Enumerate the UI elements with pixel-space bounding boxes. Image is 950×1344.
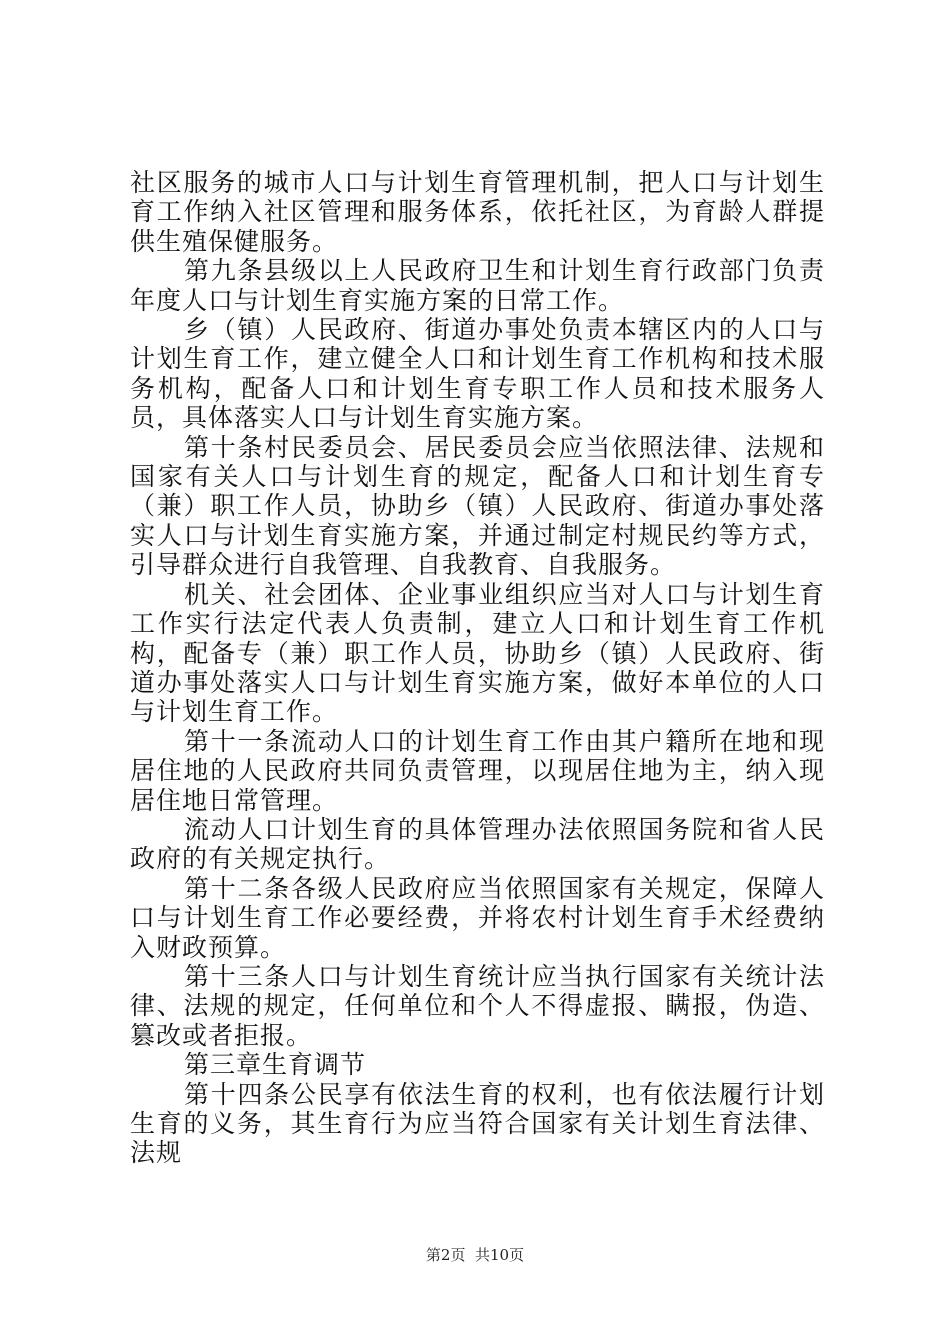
paragraph-article-11: 第十一条流动人口的计划生育工作由其户籍所在地和现居住地的人民政府共同负责管理，以现居住地为主，纳入现居住地日常管理。	[130, 726, 825, 815]
paragraph-article-12: 第十二条各级人民政府应当依照国家有关规定，保障人口与计划生育工作必要经费，并将农村计划生育手术经费纳入财政预算。	[130, 873, 825, 962]
page-footer	[0, 1244, 950, 1265]
document-body	[130, 168, 825, 1168]
paragraph-article-10: 第十条村民委员会、居民委员会应当依照法律、法规和国家有关人口与计划生育的规定，配备人口和计划生育专（兼）职工作人员，协助乡（镇）人民政府、街道办事处落实人口与计划生育实施方案，并通过制定村规民约等方式，引导群众进行自我管理、自我教育、自我服务。	[130, 432, 825, 580]
paragraph-article-13: 第十三条人口与计划生育统计应当执行国家有关统计法律、法规的规定，任何单位和个人不得虚报、瞒报，伪造、篡改或者拒报。	[130, 961, 825, 1050]
paragraph-0: 社区服务的城市人口与计划生育管理机制，把人口与计划生育工作纳入社区管理和服务体系，依托社区，为育龄人群提供生殖保健服务。	[130, 168, 825, 256]
paragraph-floating-population: 流动人口计划生育的具体管理办法依照国务院和省人民政府的有关规定执行。	[130, 814, 825, 874]
paragraph-article-14: 第十四条公民享有依法生育的权利，也有依法履行计划生育的义务，其生育行为应当符合国家有关计划生育法律、法规	[130, 1079, 825, 1168]
paragraph-organizations: 机关、社会团体、企业事业组织应当对人口与计划生育工作实行法定代表人负责制，建立人口和计划生育工作机构，配备专（兼）职工作人员，协助乡（镇）人民政府、街道办事处落实人口与计划生育实施方案，做好本单位的人口与计划生育工作。	[130, 579, 825, 727]
chapter-heading: 第三章生育调节	[184, 1050, 367, 1080]
paragraph-article-9: 第九条县级以上人民政府卫生和计划生育行政部门负责年度人口与计划生育实施方案的日常工作。	[130, 256, 825, 315]
paragraph-township: 乡（镇）人民政府、街道办事处负责本辖区内的人口与计划生育工作，建立健全人口和计划生育工作机构和技术服务机构，配备人口和计划生育专职工作人员和技术服务人员，具体落实人口与计划生育实施方案。	[130, 315, 825, 433]
page-number: 第2页 共10页	[425, 1246, 525, 1264]
